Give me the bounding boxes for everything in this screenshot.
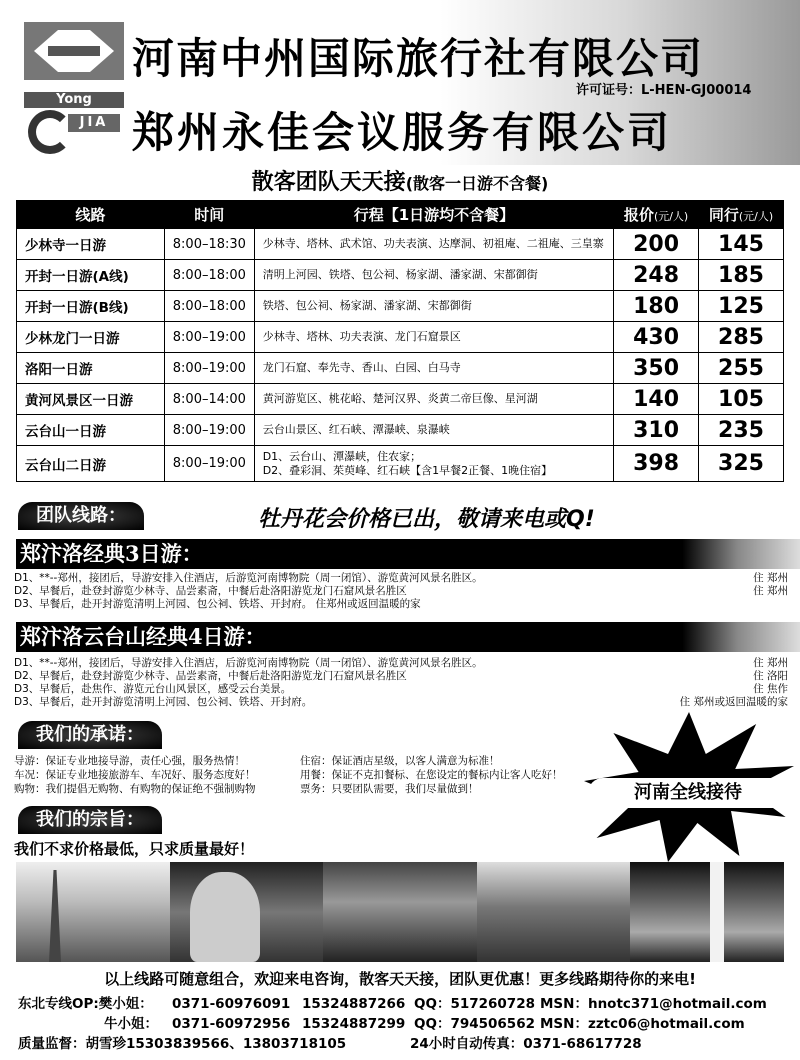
price-cell: 140 xyxy=(614,384,699,415)
stay-location: 住 郑州或返回温暖的家 xyxy=(679,696,788,708)
waterfall-photo xyxy=(630,862,784,962)
peer-price-cell: 145 xyxy=(699,229,784,260)
contact-row xyxy=(18,1034,798,1054)
contact-qq: QQ：517260728 xyxy=(414,996,535,1012)
price-cell: 180 xyxy=(614,291,699,322)
route-cell: 洛阳一日游 xyxy=(17,353,165,384)
route-cell: 开封一日游(B线) xyxy=(17,291,165,322)
contact-label: 东北专线OP:樊小姐： xyxy=(18,996,153,1012)
route-cell: 黄河风景区一日游 xyxy=(17,384,165,415)
fax-number: 24小时自动传真：0371-68617728 xyxy=(410,1036,642,1052)
table-row xyxy=(17,384,784,415)
contact-mobile: 15324887266 xyxy=(302,996,406,1012)
buddha-photo xyxy=(170,862,324,962)
yongjia-logo-icon xyxy=(24,92,124,154)
price-cell: 398 xyxy=(614,446,699,482)
day-row: D2、早餐后，赴登封游览少林寺、品尝素斋，中餐后赴洛阳游览龙门石窟风景名胜区 住 洛阳 xyxy=(14,670,788,682)
itinerary-cell: 云台山景区、红石峡、潭瀑峡、泉瀑峡 xyxy=(254,415,613,446)
day-row: D2、早餐后，赴登封游览少林寺、品尝素斋，中餐后赴洛阳游览龙门石窟风景名胜区 住 郑州 xyxy=(14,585,788,597)
time-cell: 8:00–18:00 xyxy=(164,291,254,322)
price-cell: 200 xyxy=(614,229,699,260)
contact-row xyxy=(18,994,798,1014)
scenery-photo-strip xyxy=(16,862,784,962)
table-row xyxy=(17,446,784,482)
header-peer: 同行(元/人) xyxy=(699,201,784,229)
peer-price-cell: 185 xyxy=(699,260,784,291)
company-motto: 我们不求价格最低，只求质量最好！ xyxy=(14,840,255,858)
route-cell: 开封一日游(A线) xyxy=(17,260,165,291)
header-banner xyxy=(0,0,800,165)
time-cell: 8:00–18:30 xyxy=(164,229,254,260)
price-cell: 248 xyxy=(614,260,699,291)
route-cell: 云台山一日游 xyxy=(17,415,165,446)
itinerary-cell xyxy=(254,446,613,482)
tour3-days xyxy=(14,572,788,611)
subtitle-note: (散客一日游不含餐) xyxy=(405,174,549,193)
stay-location: 住 焦作 xyxy=(753,683,788,695)
table-row xyxy=(17,353,784,384)
time-cell: 8:00–19:00 xyxy=(164,446,254,482)
quality-supervisor: 质量监督：胡雪珍15303839566、13803718105 xyxy=(18,1036,347,1052)
price-cell: 430 xyxy=(614,322,699,353)
day-row: D3、早餐后，赴开封游览清明上河园、包公祠、铁塔、开封府。 住 郑州或返回温暖的家 xyxy=(14,696,788,708)
peer-price-cell: 125 xyxy=(699,291,784,322)
tour3-title: 郑汴洛经典3日游： xyxy=(16,539,800,569)
header-price: 报价(元/人) xyxy=(614,201,699,229)
subtitle-main: 散客团队天天接 xyxy=(251,170,406,195)
peer-price-cell: 105 xyxy=(699,384,784,415)
peer-price-cell: 235 xyxy=(699,415,784,446)
time-cell: 8:00–18:00 xyxy=(164,260,254,291)
table-row xyxy=(17,322,784,353)
aim-tab: 我们的宗旨： xyxy=(18,806,162,834)
gorge-photo xyxy=(477,862,631,962)
day-row: D3、早餐后，赴焦作、游览元台山风景区，感受云台美景。 住 焦作 xyxy=(14,683,788,695)
route-cell: 云台山二日游 xyxy=(17,446,165,482)
license-number: 许可证号：L-HEN-GJ00014 xyxy=(576,83,752,98)
header-route: 线路 xyxy=(17,201,165,229)
day-row: D1、**--郑州，接团后，导游安排入住酒店，后游览河南博物院（周一闭馆）、游览黄河风景名胜区。 住 郑州 xyxy=(14,657,788,669)
promise-tab: 我们的承诺： xyxy=(18,721,162,749)
header-time: 时间 xyxy=(164,201,254,229)
group-routes-tab: 团队线路： xyxy=(18,502,144,530)
logo-text-yong: Yong xyxy=(24,92,124,108)
contact-info xyxy=(18,994,798,1054)
itinerary-cell: 铁塔、包公祠、杨家湖、潘家湖、宋都御街 xyxy=(254,291,613,322)
table-row xyxy=(17,291,784,322)
promise-row: 购物：我们提倡无购物、有购物的保证绝不强制购物 票务：只要团队需要，我们尽量做到！ xyxy=(14,783,479,795)
stay-location: 住 郑州 xyxy=(753,657,788,669)
company-name-1: 河南中州国际旅行社有限公司 xyxy=(132,34,705,83)
contact-qq: QQ：794506562 xyxy=(414,1016,535,1032)
price-cell: 310 xyxy=(614,415,699,446)
contact-msn: MSN：zztc06@hotmail.com xyxy=(540,1016,745,1032)
contact-row xyxy=(18,1014,798,1034)
day-row: D3、早餐后，赴开封游览清明上河园、包公祠、铁塔、开封府。 住郑州或返回温暖的家 xyxy=(14,598,421,610)
promise-row: 导游：保证专业地接导游，责任心强，服务热情！ 住宿：保证酒店星级，以客人满意为标准！ xyxy=(14,755,500,767)
table-row xyxy=(17,415,784,446)
page-subtitle xyxy=(0,165,800,196)
peony-festival-notice: 牡丹花会价格已出，敬请来电或Q! xyxy=(258,507,595,532)
peer-price-cell: 285 xyxy=(699,322,784,353)
time-cell: 8:00–19:00 xyxy=(164,415,254,446)
contact-mobile: 15324887299 xyxy=(302,1016,406,1032)
promise-row: 车况：保证专业地接旅游车、车况好、服务态度好！ 用餐：保证不克扣餐标、在您设定的餐标内让客人吃好！ xyxy=(14,769,563,781)
peer-price-cell: 325 xyxy=(699,446,784,482)
itinerary-cell: 清明上河园、铁塔、包公祠、杨家湖、潘家湖、宋都御街 xyxy=(254,260,613,291)
itinerary-cell: 少林寺、塔林、武术馆、功夫表演、达摩洞、初祖庵、二祖庵、三皇寨 xyxy=(254,229,613,260)
price-cell: 350 xyxy=(614,353,699,384)
contact-phone: 0371-60976091 xyxy=(172,996,291,1012)
time-cell: 8:00–19:00 xyxy=(164,322,254,353)
cliff-photo xyxy=(323,862,477,962)
zhongzhou-logo-icon xyxy=(24,22,124,80)
itinerary-cell: 少林寺、塔林、功夫表演、龙门石窟景区 xyxy=(254,322,613,353)
tour4-title: 郑汴洛云台山经典4日游： xyxy=(16,622,800,652)
itinerary-cell: 龙门石窟、奉先寺、香山、白园、白马寺 xyxy=(254,353,613,384)
logo-text-jia: JIA xyxy=(68,114,120,132)
header-itinerary: 行程【1日游均不含餐】 xyxy=(254,201,613,229)
tour-price-table xyxy=(16,200,784,482)
route-cell: 少林寺一日游 xyxy=(17,229,165,260)
stay-location: 住 郑州 xyxy=(753,585,788,597)
itinerary-line: D2、叠彩洞、茱萸峰、红石峡【含1早餐2正餐、1晚住宿】 xyxy=(262,463,553,477)
itinerary-cell: 黄河游览区、桃花峪、楚河汉界、炎黄二帝巨像、星河湖 xyxy=(254,384,613,415)
tour4-days xyxy=(14,657,788,709)
time-cell: 8:00–14:00 xyxy=(164,384,254,415)
table-row xyxy=(17,260,784,291)
table-row xyxy=(17,229,784,260)
bottom-slogan: 以上线路可随意组合，欢迎来电咨询，散客天天接，团队更优惠！更多线路期待你的来电! xyxy=(104,970,696,988)
contact-phone: 0371-60972956 xyxy=(172,1016,291,1032)
contact-msn: MSN：hnotc371@hotmail.com xyxy=(540,996,767,1012)
company-name-2: 郑州永佳会议服务有限公司 xyxy=(132,108,673,157)
contact-label: 牛小姐： xyxy=(104,1016,158,1032)
peer-price-cell: 255 xyxy=(699,353,784,384)
promise-list xyxy=(14,754,614,796)
stay-location: 住 洛阳 xyxy=(753,670,788,682)
henan-service-badge: 河南全线接待 xyxy=(588,778,788,808)
itinerary-line: D1、云台山、潭瀑峡，住农家； xyxy=(262,449,422,463)
pagoda-photo xyxy=(16,862,170,962)
table-header-row xyxy=(17,201,784,229)
day-row: D1、**--郑州，接团后，导游安排入住酒店，后游览河南博物院（周一闭馆）、游览黄河风景名胜区。 住 郑州 xyxy=(14,572,788,584)
time-cell: 8:00–19:00 xyxy=(164,353,254,384)
stay-location: 住 郑州 xyxy=(753,572,788,584)
route-cell: 少林龙门一日游 xyxy=(17,322,165,353)
